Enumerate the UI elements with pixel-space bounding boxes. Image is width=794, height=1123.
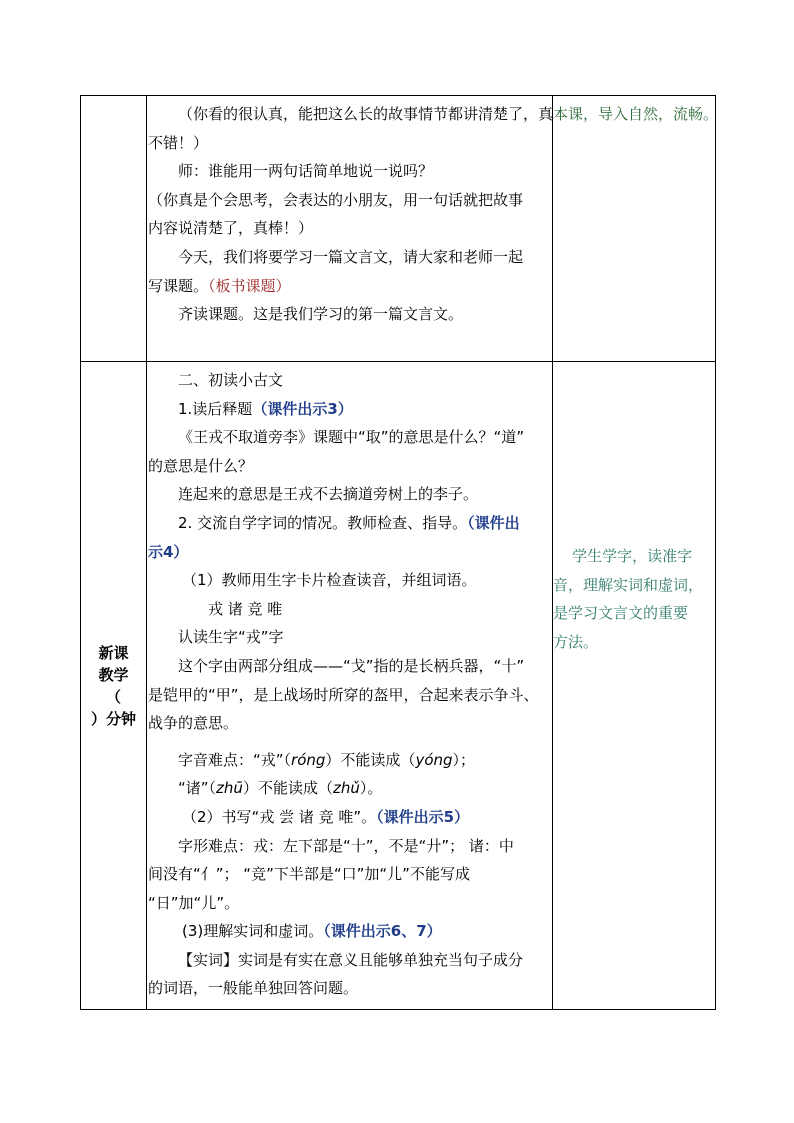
- text-span: 写课题。: [148, 276, 209, 295]
- table-row: [81, 362, 716, 1010]
- text-line: “日”加“儿”。: [148, 893, 240, 912]
- text-span: ）不能读成（: [325, 750, 416, 769]
- character-list: 戎 诸 竞 唯: [208, 599, 283, 618]
- design-note: 本课，导入自然，流畅。: [553, 105, 719, 123]
- stage-label: 新课: [98, 643, 129, 662]
- slide-note: （课件出示6、7）: [323, 922, 442, 941]
- text-span: 字音难点：“戎”（: [178, 750, 292, 769]
- text-span: （2）书写“戎 尝 诸 竞 唯”。: [182, 807, 377, 826]
- pinyin: zhū: [216, 779, 243, 798]
- text-line: [148, 917, 552, 946]
- text-line: 师：谁能用一两句话简单地说一说吗？: [178, 162, 434, 181]
- text-line: 【实词】实词是有实在意义且能够单独充当句子成分: [178, 950, 524, 969]
- slide-note: （课件出示3）: [252, 399, 353, 418]
- text-line: [148, 509, 552, 538]
- note-cell: [553, 96, 719, 362]
- stage-label: 教学: [98, 665, 129, 684]
- stage-label: （: [105, 687, 121, 706]
- text-line: 的意思是什么？: [148, 456, 254, 475]
- text-line: 这个字由两部分组成——“戈”指的是长柄兵器，“十”: [178, 656, 525, 675]
- text-line: （你真是个会思考，会表达的小朋友，用一句话就把故事: [148, 190, 524, 209]
- stage-cell-empty: [81, 96, 147, 362]
- text-span: (3)理解实词和虚词。: [182, 922, 324, 941]
- text-line: 《王戎不取道旁李》课题中“取”的意思是什么？“道”: [178, 428, 525, 447]
- pinyin: zhǔ: [332, 779, 360, 798]
- content-cell: [147, 96, 553, 362]
- design-note: 方法。: [553, 632, 599, 651]
- text-span: “诸”（: [178, 779, 217, 798]
- text-span: ）不能读成（: [242, 779, 333, 798]
- text-line: [148, 746, 552, 775]
- design-note: 学生学字，读准字: [553, 547, 693, 565]
- text-line: 字形难点：戎：左下部是“十”，不是“廾”； 诸：中: [178, 836, 514, 855]
- text-line: （1）教师用生字卡片检查读音，并组词语。: [182, 571, 477, 590]
- text-span: ）；: [452, 750, 476, 769]
- text-span: 2. 交流自学字词的情况。教师检查、指导。: [178, 513, 468, 532]
- text-line: 战争的意思。: [148, 714, 239, 733]
- table-row: [81, 96, 716, 362]
- text-line: 认读生字“戎”字: [178, 628, 284, 647]
- text-line: 间没有“亻”； “竞”下半部是“口”加“儿”不能写成: [148, 865, 470, 884]
- lesson-plan-table: [80, 95, 719, 1010]
- text-line: 是铠甲的“甲”，是上战场时所穿的盔甲，合起来表示争斗、: [148, 685, 539, 704]
- text-line: （你看的很认真，能把这么长的故事情节都讲清楚了，真: [178, 105, 554, 123]
- text-line: [148, 538, 552, 567]
- board-title-note: （板书课题）: [208, 276, 291, 295]
- text-line: 不错！）: [148, 133, 209, 152]
- slide-note: （课件出: [467, 513, 520, 532]
- design-note: 是学习文言文的重要: [553, 604, 689, 623]
- content-cell: [147, 362, 553, 1010]
- text-span: 1.读后释题: [178, 399, 253, 418]
- slide-note: 示4）: [148, 542, 189, 561]
- design-note: 音，理解实词和虚词，: [553, 575, 704, 594]
- note-cell: [553, 362, 716, 1010]
- text-line: 的词语，一般能单独回答问题。: [148, 979, 359, 998]
- section-heading: 二、初读小古文: [178, 371, 284, 389]
- stage-label: ）分钟: [90, 709, 136, 728]
- pinyin: yóng: [415, 750, 453, 769]
- text-line: [148, 803, 552, 832]
- text-line: 今天，我们将要学习一篇文言文，请大家和老师一起: [178, 247, 524, 266]
- text-span: ）。: [359, 779, 383, 798]
- text-line: [148, 272, 552, 301]
- slide-note: （课件出示5）: [376, 807, 470, 826]
- pinyin: róng: [291, 750, 326, 769]
- text-line: [148, 395, 552, 424]
- text-line: 内容说清楚了，真棒！）: [148, 219, 314, 238]
- text-line: [148, 774, 552, 803]
- text-line: 连起来的意思是王戎不去摘道旁树上的李子。: [178, 485, 479, 504]
- text-line: 齐读课题。这是我们学习的第一篇文言文。: [178, 305, 464, 324]
- stage-cell: [81, 362, 147, 1010]
